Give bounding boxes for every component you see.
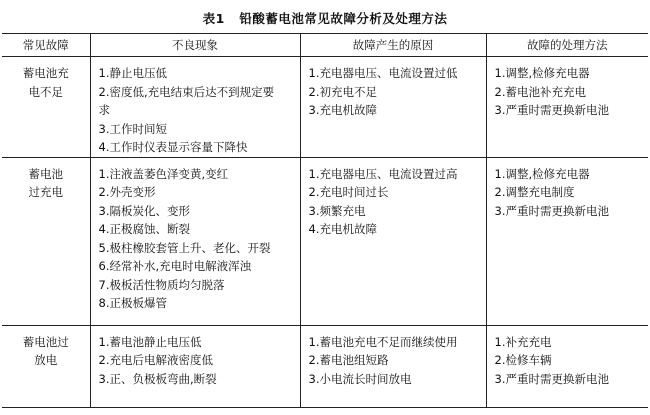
solution-item: 1.调整,检修充电器 <box>494 66 590 80</box>
cause-item: 3.频繁充电 <box>308 203 366 218</box>
header-causes: 故障产生的原因 <box>300 34 486 57</box>
solution-item: 3.严重时需更换新电池 <box>494 203 609 218</box>
symptom-item: 7.极板活性物质均匀脱落 <box>98 277 225 292</box>
fault-cell <box>2 57 90 158</box>
symptom-item: 2.密度低,充电结束后达不到规定要 <box>98 84 275 99</box>
fault-text: 蓄电池过 <box>22 334 69 349</box>
cause-item: 2.蓄电池组短路 <box>308 353 389 367</box>
symptom-item: 3.工作时间短 <box>98 121 167 136</box>
table-caption: 表1 铅酸蓄电池常见故障分析及处理方法 <box>202 11 448 26</box>
symptom-item: 1.蓄电池静止电压低 <box>98 334 202 349</box>
symptom-item: 4.工作时仪表显示容量下降快 <box>98 140 248 154</box>
symptom-item: 8.正极板爆管 <box>98 296 167 310</box>
solution-item: 2.调整充电制度 <box>494 185 575 199</box>
fault-text: 过充电 <box>28 185 63 199</box>
fault-cell <box>2 157 90 325</box>
cause-item: 3.小电流长时间放电 <box>308 371 412 386</box>
cause-item: 4.充电机故障 <box>308 222 377 236</box>
cause-item: 2.充电时间过长 <box>308 185 389 199</box>
solutions-cell <box>486 157 648 325</box>
table-row <box>2 157 648 325</box>
symptom-item: 4.正极腐蚀、断裂 <box>98 222 190 236</box>
symptom-item: 3.隔板炭化、变形 <box>98 203 190 218</box>
fault-text: 电不足 <box>28 84 63 99</box>
fault-cell <box>2 325 90 407</box>
fault-text: 蓄电池 <box>28 166 63 181</box>
solutions-cell <box>486 57 648 158</box>
causes-cell <box>300 157 486 325</box>
solutions-cell <box>486 325 648 407</box>
solution-item: 3.严重时需更换新电池 <box>494 103 609 117</box>
table-row <box>2 57 648 158</box>
symptom-item: 5.极柱橡胶套管上升、老化、开裂 <box>98 240 271 255</box>
cause-item: 3.充电机故障 <box>308 103 377 117</box>
symptom-item: 1.静止电压低 <box>98 66 167 80</box>
symptom-item: 2.外壳变形 <box>98 185 156 199</box>
solution-item: 1.补充充电 <box>494 334 552 349</box>
cause-item: 2.初充电不足 <box>308 84 377 99</box>
solution-item: 1.调整,检修充电器 <box>494 166 590 181</box>
cause-item: 1.蓄电池充电不足而继续使用 <box>308 334 458 349</box>
solution-item: 2.检修车辆 <box>494 353 552 367</box>
cause-item: 1.充电器电压、电流设置过高 <box>308 166 458 181</box>
cause-item: 1.充电器电压、电流设置过低 <box>308 66 458 80</box>
symptom-item: 3.正、负极板弯曲,断裂 <box>98 371 217 386</box>
solution-item: 2.蓄电池补充充电 <box>494 84 586 99</box>
symptom-item: 求 <box>98 103 110 117</box>
fault-text: 放电 <box>34 353 58 367</box>
symptom-item: 2.充电后电解液密度低 <box>98 353 213 367</box>
header-row <box>2 34 648 57</box>
fault-table <box>2 33 648 408</box>
causes-cell <box>300 325 486 407</box>
symptoms-cell <box>90 57 300 158</box>
header-symptoms: 不良现象 <box>90 34 300 57</box>
header-solutions: 故障的处理方法 <box>486 34 648 57</box>
table-row <box>2 325 648 407</box>
symptom-item: 6.经常补水,充电时电解液浑浊 <box>98 259 252 273</box>
fault-text: 蓄电池充 <box>22 66 69 80</box>
solution-item: 3.严重时需更换新电池 <box>494 371 609 386</box>
symptoms-cell <box>90 325 300 407</box>
header-fault: 常见故障 <box>2 34 90 57</box>
symptom-item: 1.注液盖萎色泽变黄,变红 <box>98 166 229 181</box>
causes-cell <box>300 57 486 158</box>
symptoms-cell <box>90 157 300 325</box>
